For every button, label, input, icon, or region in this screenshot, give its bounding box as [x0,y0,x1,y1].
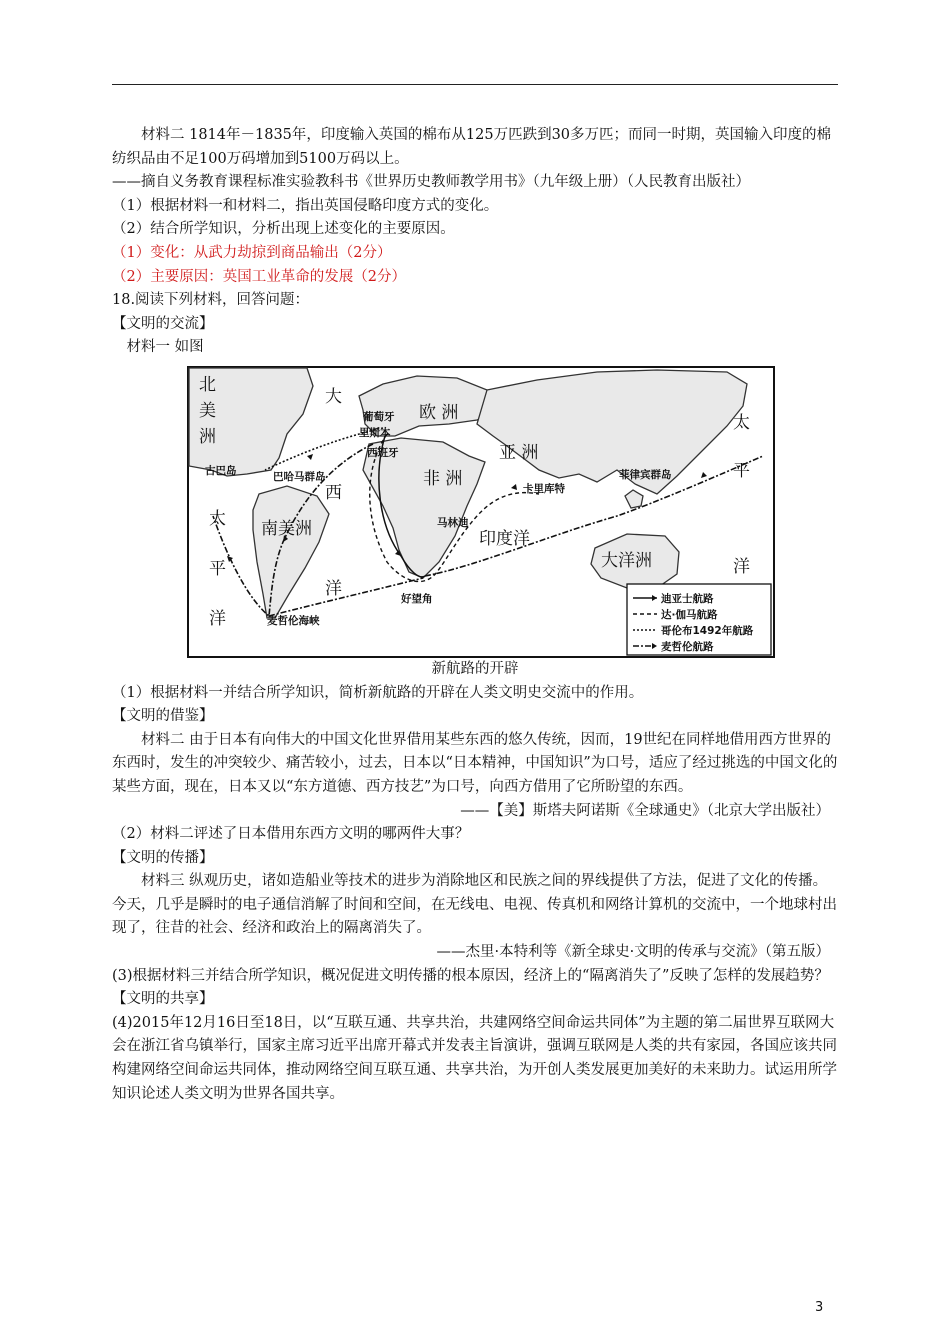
label-atlantic-1: 大 [325,386,342,407]
label-south-america: 南美洲 [261,518,312,539]
material-two-source: ——摘自义务教育课程标准实验教科书《世界历史教师教学用书》（九年级上册）（人民教育出版社） [112,174,750,191]
material-two-cotton: 材料二 1814年－1835年，印度输入英国的棉布从125万匹跌到30多万匹；而同一时期，英国输入印度的棉纺织品由不足100万码增加到5100万码以上。 [112,127,832,167]
question-18-1: （1）根据材料一并结合所学知识，简析新航路的开辟在人类文明史交流中的作用。 [112,684,644,701]
material-three: 材料三 纵观历史，诸如造船业等技术的进步为消除地区和民族之间的界线提供了方法，促进了文化的传播。今天，几乎是瞬时的电子通信消解了时间和空间，在无线电、电视、传真机和网络计算机的交流中，一个地球村出现了，往昔的社会、经济和政治上的隔离消失了。 [112,873,837,937]
legend-magellan: 麦哲伦航路 [661,640,714,653]
section-sharing: 【文明的共享】 [112,991,214,1008]
new-sea-routes-map [187,366,775,658]
question-18-4: (4)2015年12月16日至18日，以“互联互通、共享共治，共建网络空间命运共同体”为主题的第二届世界互联网大会在浙江省乌镇举行，国家主席习近平出席开幕式并发表主旨演讲，强调互联网是人类的共有家园，各国应该共同构建网络空间命运共同体，推动网络空间互联互通、共享共治，为开创人类发展更加美好的未来助力。试运用所学知识论述人类文明为世界各国共享。 [112,1014,837,1102]
label-lisbon: 里斯本 [359,426,391,439]
label-pacific-right-3: 洋 [733,556,750,577]
label-cuba: 古巴岛 [205,464,237,477]
question-18-intro: 18.阅读下列材料，回答问题： [112,292,310,309]
label-spain: 西班牙 [367,446,399,459]
label-calicut: 卡里库特 [523,482,565,495]
answer-17-1: （1）变化：从武力劫掠到商品输出（2分） [112,244,392,261]
legend-dias: 迪亚士航路 [661,592,714,605]
question-18-2: （2）材料二评述了日本借用东西方文明的哪两件大事？ [112,826,470,843]
answer-17-2: （2）主要原因：英国工业革命的发展（2分） [112,268,406,285]
label-asia: 亚 洲 [499,442,539,463]
label-atlantic-3: 洋 [325,578,342,599]
label-pacific-left-2: 平 [209,558,226,579]
label-indian-ocean: 印度洋 [479,528,530,549]
label-bahamas: 巴哈马群岛 [273,470,326,483]
page-content [112,124,838,1106]
section-spread: 【文明的传播】 [112,849,214,866]
label-atlantic-2: 西 [325,482,342,503]
section-borrowing: 【文明的借鉴】 [112,708,214,725]
label-north-america-1: 北 [199,374,216,395]
label-malindi: 马林迪 [437,516,469,529]
label-magellan-strait: 麦哲伦海峡 [267,614,320,627]
question-17-1: （1）根据材料一和材料二，指出英国侵略印度方式的变化。 [112,197,499,214]
label-europe: 欧 洲 [419,402,459,423]
label-africa: 非 洲 [423,468,463,489]
map-legend [627,584,771,655]
question-17-2: （2）结合所学知识，分析出现上述变化的主要原因。 [112,221,455,238]
map-svg [187,366,775,658]
label-pacific-right-1: 太 [733,412,750,433]
page-number: 3 [815,1300,824,1315]
section-exchange: 【文明的交流】 [112,315,214,332]
label-good-hope: 好望角 [401,592,433,605]
map-caption: 新航路的开辟 [431,660,519,677]
label-north-america-2: 美 [199,400,216,421]
label-north-america-3: 洲 [199,426,216,447]
material-one-label: 材料一 如图 [126,339,204,356]
material-two-japan-source: ——【美】斯塔夫阿诺斯《全球通史》（北京大学出版社） [460,802,830,819]
legend-columbus: 哥伦布1492年航路 [661,624,754,637]
legend-da-gama: 达·伽马航路 [661,608,718,621]
label-pacific-left-1: 太 [209,508,226,529]
label-pacific-right-2: 平 [733,460,750,481]
question-18-3: (3)根据材料三并结合所学知识，概况促进文明传播的根本原因，经济上的“隔离消失了”反映了怎样的发展趋势？ [112,967,829,984]
material-two-japan: 材料二 由于日本有向伟大的中国文化世界借用某些东西的悠久传统，因而，19世纪在同样地借用西方世界的东西时，发生的冲突较少、痛苦较小，过去，日本以“日本精神，中国知识”为口号，适应了经过挑选的中国文化的某些方面，现在，日本又以“东方道德、西方技艺”为口号，向西方借用了它所盼望的东西。 [112,731,838,795]
header-rule [112,84,838,85]
label-philippines: 菲律宾群岛 [619,468,672,481]
label-oceania: 大洋洲 [601,550,652,571]
label-portugal: 葡萄牙 [363,410,395,423]
material-three-source: ——杰里·本特利等《新全球史·文明的传承与交流》（第五版） [436,944,830,961]
label-pacific-left-3: 洋 [209,608,226,629]
